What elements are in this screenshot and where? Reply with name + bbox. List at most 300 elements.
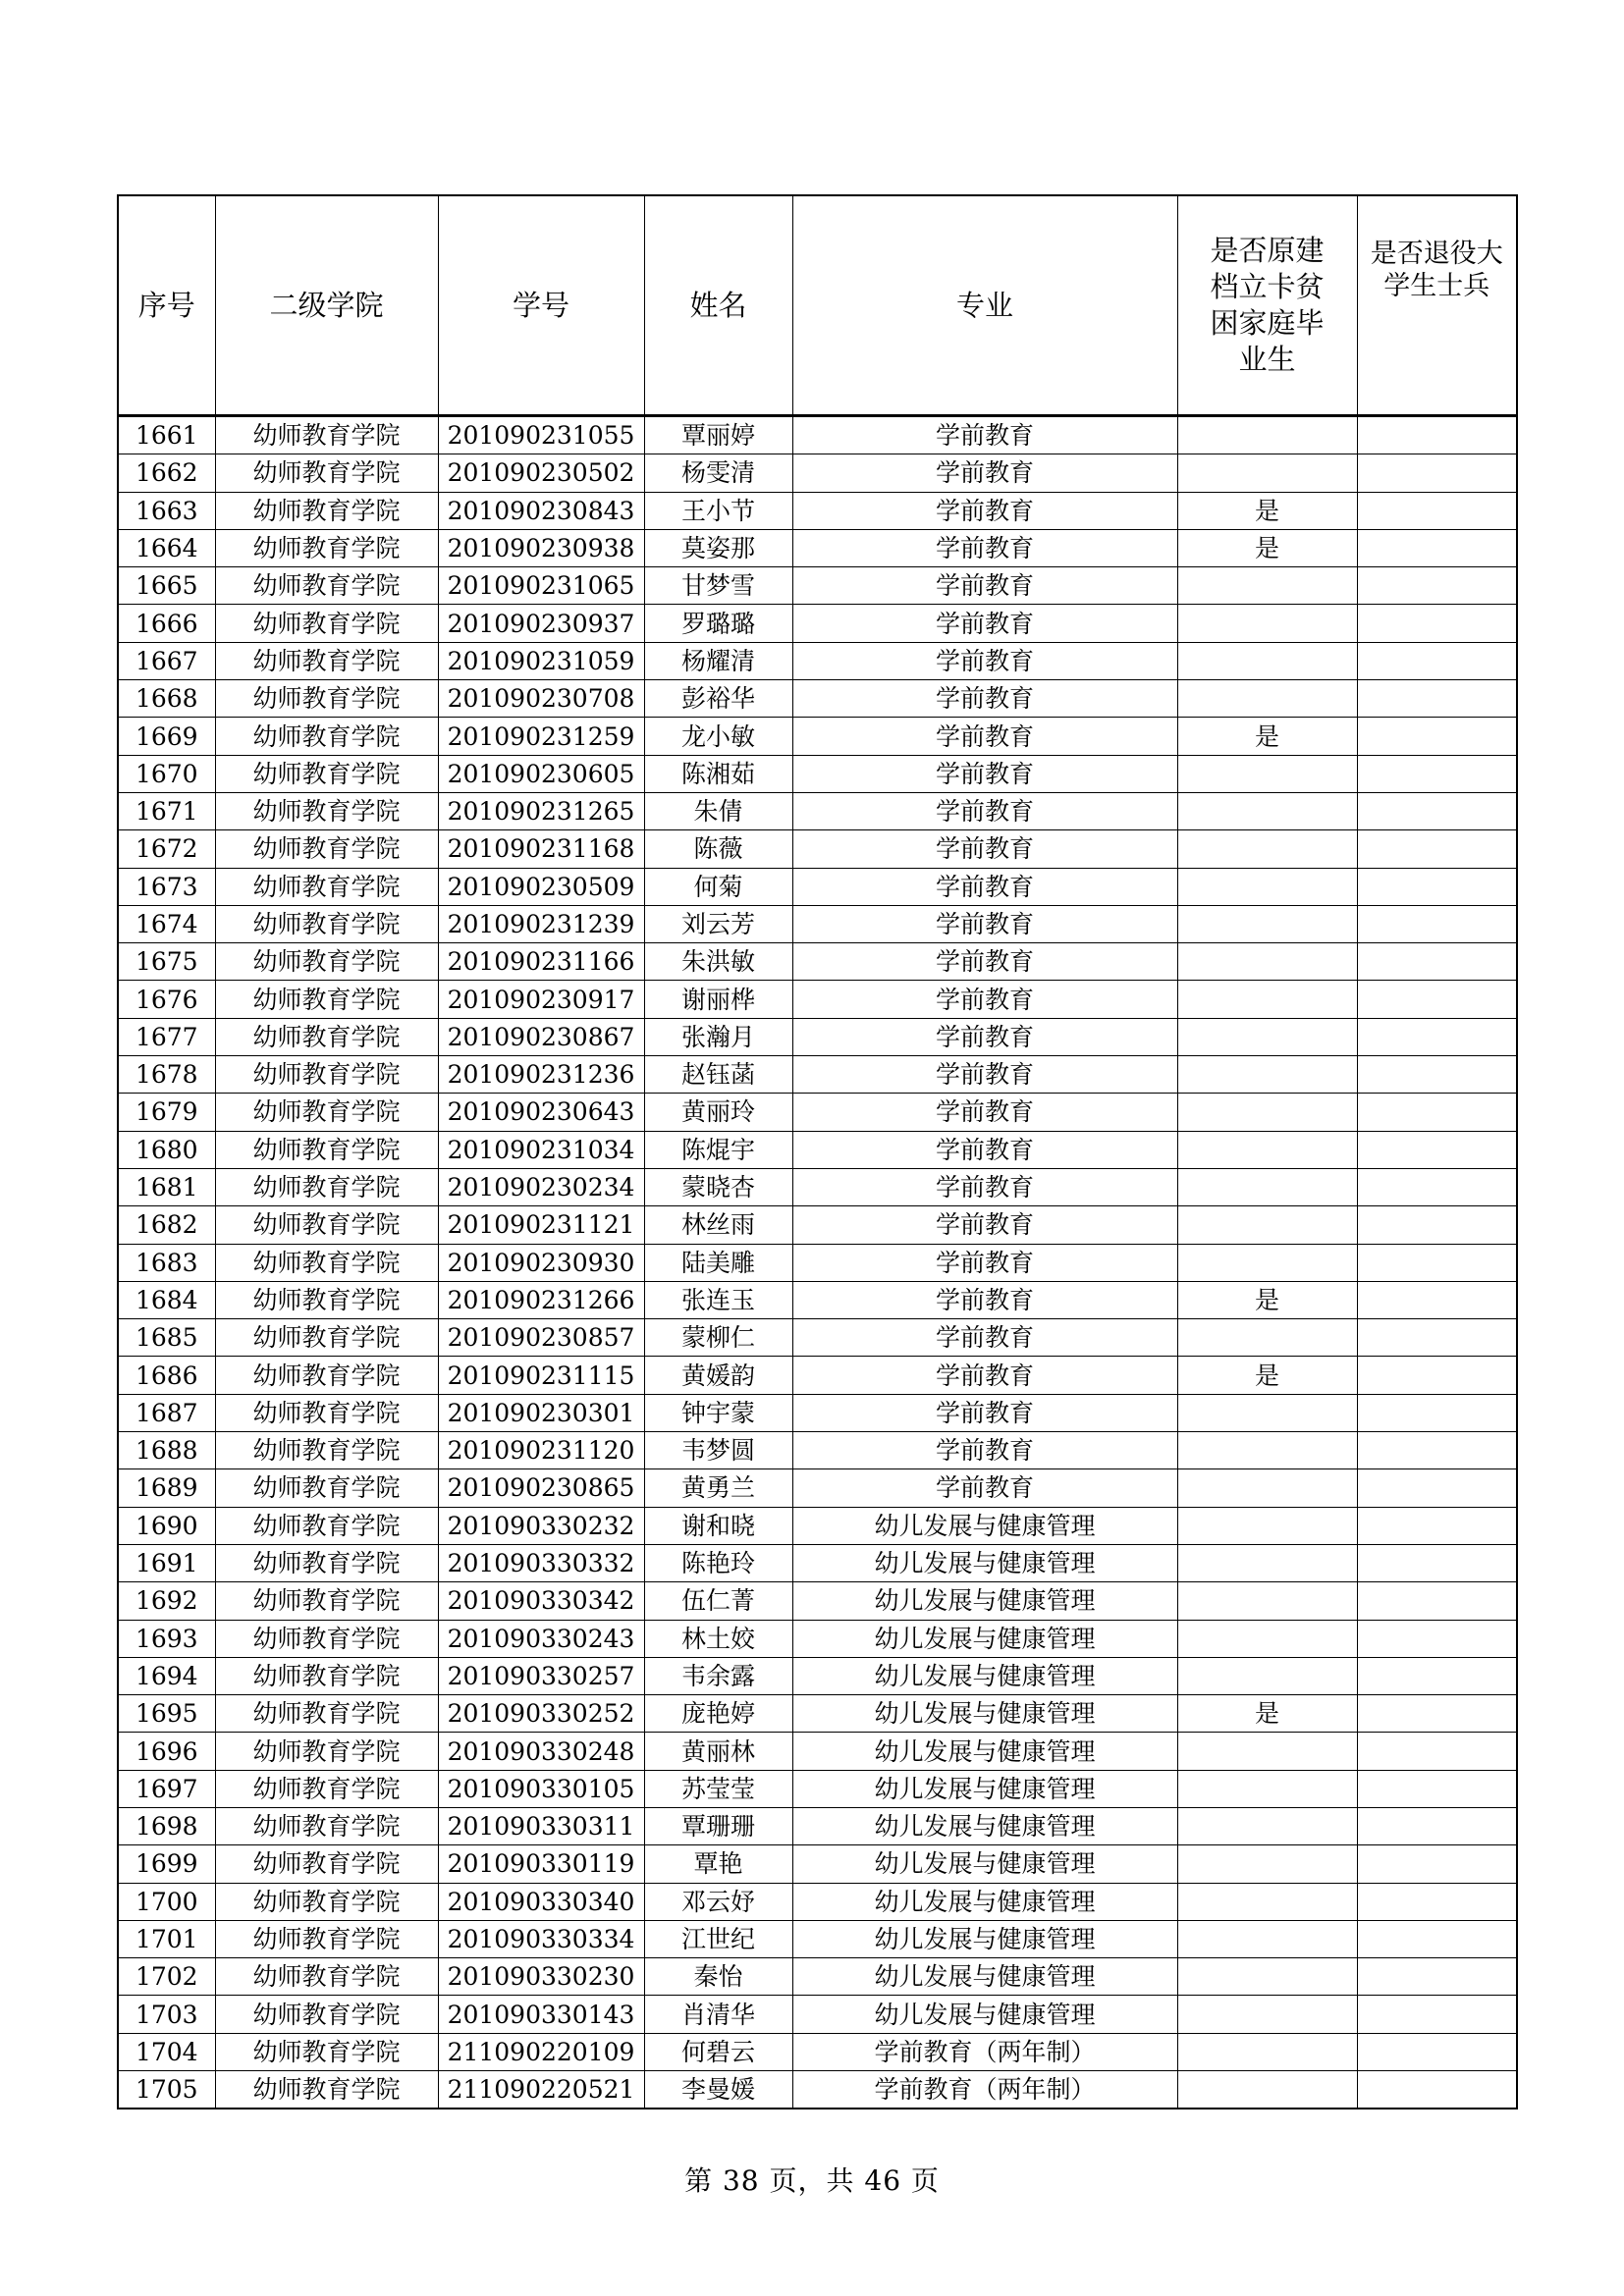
cell-college: 幼师教育学院: [215, 680, 438, 718]
cell-veteran: [1357, 1807, 1517, 1844]
cell-veteran: [1357, 905, 1517, 942]
cell-student-id: 201090230937: [438, 605, 644, 642]
cell-veteran: [1357, 1996, 1517, 2033]
cell-name: 覃珊珊: [644, 1807, 792, 1844]
cell-college: 幼师教育学院: [215, 529, 438, 566]
cell-veteran: [1357, 416, 1517, 454]
cell-poverty: [1177, 1620, 1357, 1657]
cell-name: 谢丽桦: [644, 981, 792, 1018]
cell-name: 庞艳婷: [644, 1695, 792, 1733]
cell-major: 学前教育: [792, 680, 1177, 718]
cell-poverty: [1177, 1507, 1357, 1544]
header-student-id: 学号: [438, 195, 644, 416]
cell-veteran: [1357, 1958, 1517, 1996]
cell-major: 幼儿发展与健康管理: [792, 1507, 1177, 1544]
cell-veteran: [1357, 1206, 1517, 1244]
cell-name: 陈湘茹: [644, 755, 792, 792]
cell-poverty: [1177, 1319, 1357, 1357]
cell-college: 幼师教育学院: [215, 868, 438, 905]
table-row: [118, 1244, 1517, 1281]
table-row: [118, 1394, 1517, 1431]
cell-student-id: 201090230917: [438, 981, 644, 1018]
cell-poverty: [1177, 943, 1357, 981]
cell-major: 学前教育: [792, 567, 1177, 605]
cell-major: 学前教育（两年制）: [792, 2033, 1177, 2070]
cell-index: 1700: [118, 1883, 215, 1920]
cell-college: 幼师教育学院: [215, 792, 438, 829]
cell-index: 1669: [118, 718, 215, 755]
header-veteran: [1357, 195, 1517, 416]
cell-college: 幼师教育学院: [215, 1620, 438, 1657]
cell-student-id: 201090231166: [438, 943, 644, 981]
cell-major: 学前教育: [792, 718, 1177, 755]
cell-name: 邓云妤: [644, 1883, 792, 1920]
cell-college: 幼师教育学院: [215, 1281, 438, 1318]
cell-name: 杨雯清: [644, 454, 792, 492]
cell-college: 幼师教育学院: [215, 1168, 438, 1205]
cell-name: 刘云芳: [644, 905, 792, 942]
cell-name: 覃艳: [644, 1845, 792, 1883]
cell-major: 学前教育: [792, 1168, 1177, 1205]
cell-veteran: [1357, 1657, 1517, 1694]
cell-student-id: 211090220109: [438, 2033, 644, 2070]
cell-veteran: [1357, 755, 1517, 792]
cell-major: 学前教育: [792, 454, 1177, 492]
cell-college: 幼师教育学院: [215, 1770, 438, 1807]
cell-college: 幼师教育学院: [215, 2071, 438, 2109]
table-row: [118, 2071, 1517, 2109]
table-row: [118, 1695, 1517, 1733]
cell-poverty: [1177, 642, 1357, 679]
cell-major: 幼儿发展与健康管理: [792, 1958, 1177, 1996]
cell-index: 1701: [118, 1920, 215, 1957]
cell-index: 1687: [118, 1394, 215, 1431]
cell-major: 幼儿发展与健康管理: [792, 1657, 1177, 1694]
cell-name: 黄勇兰: [644, 1469, 792, 1507]
table-row: [118, 943, 1517, 981]
cell-poverty: [1177, 1056, 1357, 1094]
cell-student-id: 201090330257: [438, 1657, 644, 1694]
cell-name: 林丝雨: [644, 1206, 792, 1244]
table-row: [118, 1920, 1517, 1957]
cell-major: 学前教育: [792, 1056, 1177, 1094]
cell-index: 1694: [118, 1657, 215, 1694]
cell-poverty: 是: [1177, 529, 1357, 566]
cell-name: 莫姿那: [644, 529, 792, 566]
cell-major: 学前教育: [792, 1131, 1177, 1168]
cell-poverty: 是: [1177, 492, 1357, 529]
cell-major: 幼儿发展与健康管理: [792, 1695, 1177, 1733]
cell-name: 何碧云: [644, 2033, 792, 2070]
cell-name: 李曼媛: [644, 2071, 792, 2109]
cell-student-id: 201090231059: [438, 642, 644, 679]
cell-name: 王小节: [644, 492, 792, 529]
table-row: [118, 416, 1517, 454]
table-row: [118, 755, 1517, 792]
cell-veteran: [1357, 1018, 1517, 1055]
header-row: [118, 195, 1517, 416]
cell-student-id: 201090230509: [438, 868, 644, 905]
cell-student-id: 201090330248: [438, 1733, 644, 1770]
cell-poverty: [1177, 1770, 1357, 1807]
cell-student-id: 201090330143: [438, 1996, 644, 2033]
cell-student-id: 201090231259: [438, 718, 644, 755]
cell-index: 1668: [118, 680, 215, 718]
cell-poverty: [1177, 1018, 1357, 1055]
cell-poverty: 是: [1177, 1281, 1357, 1318]
cell-poverty: 是: [1177, 1357, 1357, 1394]
cell-major: 学前教育: [792, 1357, 1177, 1394]
cell-major: 学前教育: [792, 792, 1177, 829]
cell-name: 陈薇: [644, 830, 792, 868]
cell-student-id: 201090230502: [438, 454, 644, 492]
cell-name: 彭裕华: [644, 680, 792, 718]
cell-poverty: [1177, 1845, 1357, 1883]
cell-index: 1696: [118, 1733, 215, 1770]
table-row: [118, 1544, 1517, 1581]
cell-veteran: [1357, 1319, 1517, 1357]
cell-index: 1699: [118, 1845, 215, 1883]
cell-poverty: [1177, 2071, 1357, 2109]
table-row: [118, 2033, 1517, 2070]
cell-index: 1693: [118, 1620, 215, 1657]
cell-poverty: [1177, 1807, 1357, 1844]
cell-student-id: 201090330232: [438, 1507, 644, 1544]
cell-veteran: [1357, 718, 1517, 755]
cell-name: 陈焜宇: [644, 1131, 792, 1168]
cell-poverty: [1177, 1131, 1357, 1168]
cell-index: 1661: [118, 416, 215, 454]
cell-veteran: [1357, 1582, 1517, 1620]
cell-college: 幼师教育学院: [215, 1695, 438, 1733]
cell-index: 1692: [118, 1582, 215, 1620]
cell-major: 幼儿发展与健康管理: [792, 1582, 1177, 1620]
cell-veteran: [1357, 1695, 1517, 1733]
cell-student-id: 201090231055: [438, 416, 644, 454]
cell-index: 1677: [118, 1018, 215, 1055]
cell-poverty: [1177, 1432, 1357, 1469]
cell-poverty: [1177, 868, 1357, 905]
cell-college: 幼师教育学院: [215, 981, 438, 1018]
cell-index: 1666: [118, 605, 215, 642]
cell-major: 学前教育: [792, 1206, 1177, 1244]
cell-index: 1671: [118, 792, 215, 829]
cell-index: 1667: [118, 642, 215, 679]
cell-index: 1698: [118, 1807, 215, 1844]
cell-poverty: [1177, 454, 1357, 492]
cell-college: 幼师教育学院: [215, 1883, 438, 1920]
cell-index: 1673: [118, 868, 215, 905]
student-table: [117, 194, 1518, 2109]
cell-name: 龙小敏: [644, 718, 792, 755]
cell-major: 幼儿发展与健康管理: [792, 1770, 1177, 1807]
cell-college: 幼师教育学院: [215, 454, 438, 492]
cell-name: 杨耀清: [644, 642, 792, 679]
cell-student-id: 201090231236: [438, 1056, 644, 1094]
cell-name: 张连玉: [644, 1281, 792, 1318]
cell-name: 韦梦圆: [644, 1432, 792, 1469]
cell-student-id: 201090230643: [438, 1094, 644, 1131]
cell-college: 幼师教育学院: [215, 416, 438, 454]
cell-student-id: 201090231239: [438, 905, 644, 942]
table-row: [118, 1807, 1517, 1844]
cell-poverty: [1177, 605, 1357, 642]
table-row: [118, 1620, 1517, 1657]
cell-college: 幼师教育学院: [215, 1958, 438, 1996]
cell-veteran: [1357, 1056, 1517, 1094]
cell-student-id: 201090231065: [438, 567, 644, 605]
cell-major: 幼儿发展与健康管理: [792, 1920, 1177, 1957]
cell-name: 韦余露: [644, 1657, 792, 1694]
cell-student-id: 201090231265: [438, 792, 644, 829]
cell-student-id: 201090231266: [438, 1281, 644, 1318]
cell-major: 学前教育: [792, 1244, 1177, 1281]
table-row: [118, 1168, 1517, 1205]
cell-name: 蒙柳仁: [644, 1319, 792, 1357]
cell-index: 1664: [118, 529, 215, 566]
cell-poverty: 是: [1177, 1695, 1357, 1733]
cell-name: 陆美雕: [644, 1244, 792, 1281]
cell-college: 幼师教育学院: [215, 605, 438, 642]
cell-student-id: 201090330252: [438, 1695, 644, 1733]
table-header: [118, 195, 1517, 416]
table-row: [118, 1657, 1517, 1694]
cell-veteran: [1357, 2071, 1517, 2109]
cell-student-id: 201090230301: [438, 1394, 644, 1431]
cell-major: 学前教育: [792, 529, 1177, 566]
table-row: [118, 567, 1517, 605]
cell-student-id: 201090330342: [438, 1582, 644, 1620]
cell-major: 学前教育: [792, 943, 1177, 981]
cell-college: 幼师教育学院: [215, 1394, 438, 1431]
page-footer: 第 38 页，共 46 页: [684, 2164, 940, 2197]
cell-major: 幼儿发展与健康管理: [792, 1733, 1177, 1770]
cell-major: 学前教育: [792, 416, 1177, 454]
cell-college: 幼师教育学院: [215, 1507, 438, 1544]
cell-major: 学前教育: [792, 1394, 1177, 1431]
cell-poverty: [1177, 1544, 1357, 1581]
table-row: [118, 981, 1517, 1018]
cell-student-id: 201090330334: [438, 1920, 644, 1957]
cell-index: 1703: [118, 1996, 215, 2033]
cell-index: 1686: [118, 1357, 215, 1394]
cell-major: 学前教育: [792, 605, 1177, 642]
cell-veteran: [1357, 943, 1517, 981]
cell-poverty: [1177, 1582, 1357, 1620]
table-row: [118, 1131, 1517, 1168]
cell-major: 学前教育: [792, 1432, 1177, 1469]
cell-poverty: [1177, 830, 1357, 868]
cell-poverty: [1177, 680, 1357, 718]
table-row: [118, 718, 1517, 755]
cell-college: 幼师教育学院: [215, 1056, 438, 1094]
table-row: [118, 1432, 1517, 1469]
cell-veteran: [1357, 680, 1517, 718]
cell-poverty: [1177, 1920, 1357, 1957]
cell-college: 幼师教育学院: [215, 943, 438, 981]
cell-major: 幼儿发展与健康管理: [792, 1845, 1177, 1883]
cell-major: 学前教育: [792, 755, 1177, 792]
cell-major: 幼儿发展与健康管理: [792, 1883, 1177, 1920]
cell-name: 谢和晓: [644, 1507, 792, 1544]
header-college: 二级学院: [215, 195, 438, 416]
cell-poverty: [1177, 792, 1357, 829]
cell-poverty: [1177, 1733, 1357, 1770]
cell-veteran: [1357, 1544, 1517, 1581]
cell-student-id: 201090330105: [438, 1770, 644, 1807]
table-row: [118, 1018, 1517, 1055]
cell-veteran: [1357, 1281, 1517, 1318]
table-row: [118, 680, 1517, 718]
header-veteran-text: 是否退役大学生士兵: [1370, 239, 1503, 301]
cell-index: 1705: [118, 2071, 215, 2109]
cell-veteran: [1357, 1770, 1517, 1807]
cell-major: 学前教育: [792, 1469, 1177, 1507]
cell-college: 幼师教育学院: [215, 492, 438, 529]
cell-student-id: 201090230857: [438, 1319, 644, 1357]
cell-student-id: 201090330340: [438, 1883, 644, 1920]
table-row: [118, 1507, 1517, 1544]
cell-poverty: [1177, 416, 1357, 454]
cell-major: 学前教育: [792, 642, 1177, 679]
cell-veteran: [1357, 454, 1517, 492]
cell-major: 学前教育: [792, 830, 1177, 868]
cell-veteran: [1357, 1845, 1517, 1883]
cell-index: 1684: [118, 1281, 215, 1318]
cell-college: 幼师教育学院: [215, 1920, 438, 1957]
cell-veteran: [1357, 1168, 1517, 1205]
table-row: [118, 1958, 1517, 1996]
cell-student-id: 201090230234: [438, 1168, 644, 1205]
cell-poverty: [1177, 1883, 1357, 1920]
table-row: [118, 905, 1517, 942]
header-poverty-text: 是否原建档立卡贫困家庭毕业生: [1210, 234, 1325, 376]
cell-college: 幼师教育学院: [215, 1996, 438, 2033]
header-index: 序号: [118, 195, 215, 416]
cell-poverty: [1177, 567, 1357, 605]
cell-college: 幼师教育学院: [215, 1131, 438, 1168]
cell-college: 幼师教育学院: [215, 1206, 438, 1244]
table-row: [118, 1996, 1517, 2033]
table-row: [118, 1056, 1517, 1094]
cell-student-id: 201090330243: [438, 1620, 644, 1657]
table-row: [118, 1770, 1517, 1807]
cell-student-id: 201090231115: [438, 1357, 644, 1394]
cell-index: 1675: [118, 943, 215, 981]
cell-major: 幼儿发展与健康管理: [792, 1807, 1177, 1844]
cell-poverty: [1177, 2033, 1357, 2070]
cell-college: 幼师教育学院: [215, 1657, 438, 1694]
cell-poverty: [1177, 1206, 1357, 1244]
cell-name: 覃丽婷: [644, 416, 792, 454]
cell-name: 甘梦雪: [644, 567, 792, 605]
cell-poverty: [1177, 1094, 1357, 1131]
cell-college: 幼师教育学院: [215, 1733, 438, 1770]
cell-major: 学前教育: [792, 492, 1177, 529]
cell-name: 黄丽玲: [644, 1094, 792, 1131]
cell-index: 1665: [118, 567, 215, 605]
cell-veteran: [1357, 1357, 1517, 1394]
table-row: [118, 1094, 1517, 1131]
table-row: [118, 454, 1517, 492]
cell-name: 苏莹莹: [644, 1770, 792, 1807]
cell-index: 1683: [118, 1244, 215, 1281]
cell-poverty: [1177, 981, 1357, 1018]
cell-major: 学前教育: [792, 1094, 1177, 1131]
cell-index: 1695: [118, 1695, 215, 1733]
table-row: [118, 1281, 1517, 1318]
cell-college: 幼师教育学院: [215, 2033, 438, 2070]
cell-index: 1670: [118, 755, 215, 792]
cell-student-id: 201090231168: [438, 830, 644, 868]
cell-veteran: [1357, 1507, 1517, 1544]
cell-college: 幼师教育学院: [215, 1018, 438, 1055]
cell-name: 黄媛韵: [644, 1357, 792, 1394]
cell-college: 幼师教育学院: [215, 1807, 438, 1844]
cell-index: 1678: [118, 1056, 215, 1094]
cell-name: 钟宇蒙: [644, 1394, 792, 1431]
header-name: 姓名: [644, 195, 792, 416]
cell-index: 1679: [118, 1094, 215, 1131]
cell-veteran: [1357, 830, 1517, 868]
cell-veteran: [1357, 1432, 1517, 1469]
cell-major: 学前教育（两年制）: [792, 2071, 1177, 2109]
cell-name: 陈艳玲: [644, 1544, 792, 1581]
cell-college: 幼师教育学院: [215, 1582, 438, 1620]
table-row: [118, 868, 1517, 905]
cell-name: 朱洪敏: [644, 943, 792, 981]
table-row: [118, 1582, 1517, 1620]
cell-index: 1691: [118, 1544, 215, 1581]
cell-index: 1663: [118, 492, 215, 529]
cell-poverty: [1177, 1244, 1357, 1281]
cell-college: 幼师教育学院: [215, 1845, 438, 1883]
cell-veteran: [1357, 2033, 1517, 2070]
header-poverty: [1177, 195, 1357, 416]
cell-college: 幼师教育学院: [215, 755, 438, 792]
cell-student-id: 201090230865: [438, 1469, 644, 1507]
cell-veteran: [1357, 1920, 1517, 1957]
cell-student-id: 201090230938: [438, 529, 644, 566]
cell-name: 秦怡: [644, 1958, 792, 1996]
cell-name: 张瀚月: [644, 1018, 792, 1055]
cell-veteran: [1357, 492, 1517, 529]
cell-major: 学前教育: [792, 905, 1177, 942]
cell-veteran: [1357, 792, 1517, 829]
cell-poverty: 是: [1177, 718, 1357, 755]
cell-index: 1689: [118, 1469, 215, 1507]
cell-index: 1672: [118, 830, 215, 868]
cell-student-id: 211090220521: [438, 2071, 644, 2109]
cell-veteran: [1357, 1733, 1517, 1770]
cell-major: 学前教育: [792, 1018, 1177, 1055]
table-row: [118, 1206, 1517, 1244]
cell-veteran: [1357, 529, 1517, 566]
cell-veteran: [1357, 1394, 1517, 1431]
cell-student-id: 201090330332: [438, 1544, 644, 1581]
cell-student-id: 201090230930: [438, 1244, 644, 1281]
cell-major: 幼儿发展与健康管理: [792, 1996, 1177, 2033]
table-row: [118, 529, 1517, 566]
table-row: [118, 830, 1517, 868]
cell-index: 1674: [118, 905, 215, 942]
cell-student-id: 201090330230: [438, 1958, 644, 1996]
cell-college: 幼师教育学院: [215, 1244, 438, 1281]
cell-major: 学前教育: [792, 868, 1177, 905]
cell-major: 学前教育: [792, 981, 1177, 1018]
cell-college: 幼师教育学院: [215, 1544, 438, 1581]
cell-major: 幼儿发展与健康管理: [792, 1544, 1177, 1581]
